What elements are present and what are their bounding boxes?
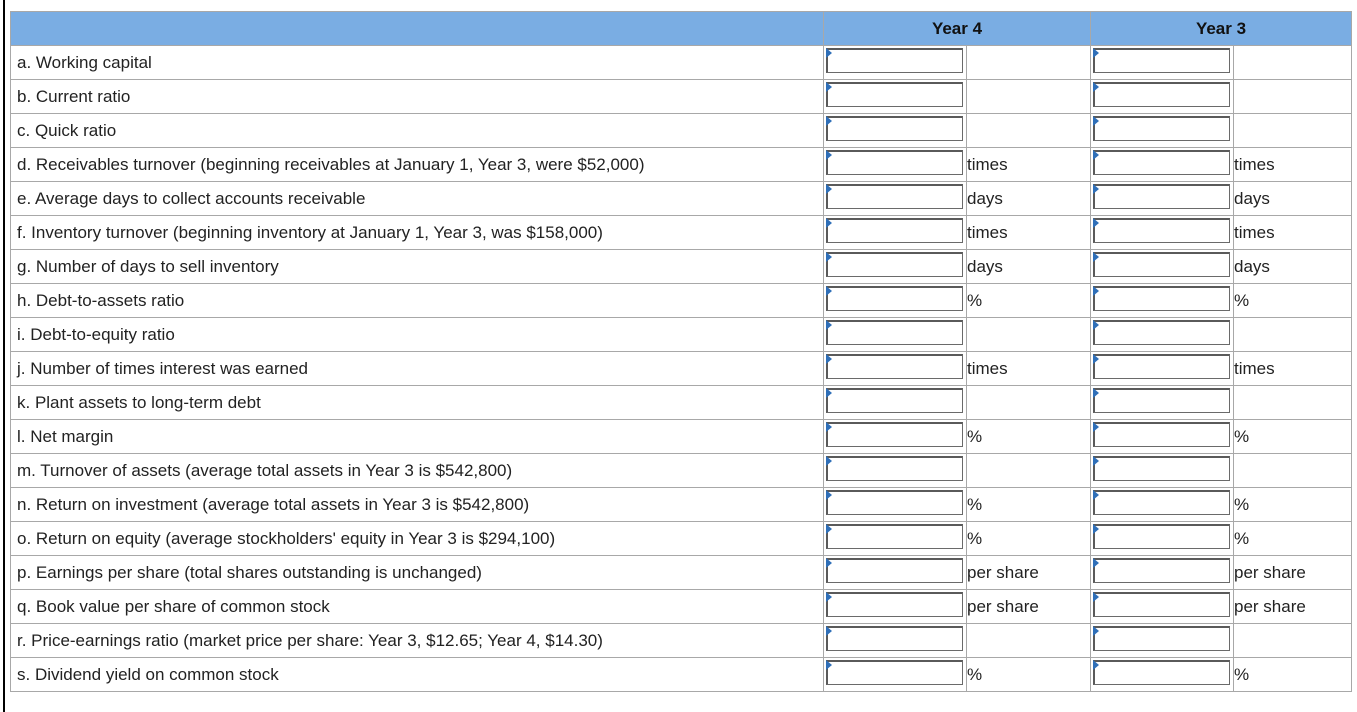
table-row — [11, 318, 1352, 352]
year4-answer-input[interactable] — [826, 320, 963, 345]
year3-answer-input[interactable] — [1093, 320, 1230, 345]
year4-input-cell — [824, 590, 967, 624]
row-label: r. Price-earnings ratio (market price per share: Year 3, $12.65; Year 4, $14.30) — [11, 624, 824, 658]
input-flag-icon — [826, 422, 832, 432]
input-flag-icon — [826, 456, 832, 466]
table-row — [11, 420, 1352, 454]
year3-answer-input[interactable] — [1093, 592, 1230, 617]
year4-unit: per share — [967, 590, 1091, 624]
year3-answer-input[interactable] — [1093, 456, 1230, 481]
year3-input-cell — [1091, 624, 1234, 658]
table-row — [11, 590, 1352, 624]
year4-answer-input[interactable] — [826, 184, 963, 209]
table-row — [11, 80, 1352, 114]
input-flag-icon — [826, 150, 832, 160]
year3-unit — [1234, 80, 1352, 114]
row-label: g. Number of days to sell inventory — [11, 250, 824, 284]
year4-input-cell — [824, 658, 967, 692]
year3-answer-input[interactable] — [1093, 116, 1230, 141]
table-row — [11, 148, 1352, 182]
input-flag-icon — [1093, 82, 1099, 92]
year4-input-cell — [824, 216, 967, 250]
row-label: j. Number of times interest was earned — [11, 352, 824, 386]
input-flag-icon — [826, 660, 832, 670]
year3-input-cell — [1091, 80, 1234, 114]
year4-unit — [967, 386, 1091, 420]
year4-unit: times — [967, 216, 1091, 250]
year4-answer-input[interactable] — [826, 558, 963, 583]
year3-input-cell — [1091, 454, 1234, 488]
year4-unit: days — [967, 250, 1091, 284]
year3-input-cell — [1091, 352, 1234, 386]
table-row — [11, 352, 1352, 386]
input-flag-icon — [826, 592, 832, 602]
year4-answer-input[interactable] — [826, 354, 963, 379]
year3-answer-input[interactable] — [1093, 626, 1230, 651]
header-blank — [11, 12, 824, 46]
input-flag-icon — [1093, 286, 1099, 296]
year4-unit: % — [967, 522, 1091, 556]
year4-answer-input[interactable] — [826, 48, 963, 73]
input-flag-icon — [1093, 48, 1099, 58]
year4-answer-input[interactable] — [826, 592, 963, 617]
row-label: k. Plant assets to long-term debt — [11, 386, 824, 420]
table-row — [11, 284, 1352, 318]
row-label: o. Return on equity (average stockholders' equity in Year 3 is $294,100) — [11, 522, 824, 556]
year4-answer-input[interactable] — [826, 252, 963, 277]
input-flag-icon — [1093, 320, 1099, 330]
year4-input-cell — [824, 318, 967, 352]
input-flag-icon — [1093, 558, 1099, 568]
year4-input-cell — [824, 250, 967, 284]
table-row — [11, 114, 1352, 148]
input-flag-icon — [1093, 388, 1099, 398]
year4-input-cell — [824, 284, 967, 318]
input-flag-icon — [1093, 116, 1099, 126]
input-flag-icon — [1093, 218, 1099, 228]
year4-unit: % — [967, 488, 1091, 522]
row-label: h. Debt-to-assets ratio — [11, 284, 824, 318]
year4-unit — [967, 80, 1091, 114]
year3-unit — [1234, 318, 1352, 352]
year4-unit — [967, 624, 1091, 658]
input-flag-icon — [1093, 626, 1099, 636]
input-flag-icon — [826, 252, 832, 262]
input-flag-icon — [826, 524, 832, 534]
left-edge-rule — [3, 0, 5, 712]
input-flag-icon — [1093, 490, 1099, 500]
year4-input-cell — [824, 148, 967, 182]
year4-answer-input[interactable] — [826, 286, 963, 311]
input-flag-icon — [826, 354, 832, 364]
year3-answer-input[interactable] — [1093, 558, 1230, 583]
year4-input-cell — [824, 522, 967, 556]
row-label: e. Average days to collect accounts receivable — [11, 182, 824, 216]
header-year-3: Year 3 — [1091, 12, 1352, 46]
table-row — [11, 522, 1352, 556]
year4-unit — [967, 46, 1091, 80]
table-row — [11, 386, 1352, 420]
year3-answer-input[interactable] — [1093, 82, 1230, 107]
year3-answer-input[interactable] — [1093, 286, 1230, 311]
year3-input-cell — [1091, 114, 1234, 148]
year3-input-cell — [1091, 556, 1234, 590]
table-row — [11, 488, 1352, 522]
table-row — [11, 216, 1352, 250]
input-flag-icon — [826, 388, 832, 398]
year3-unit: per share — [1234, 590, 1352, 624]
year4-answer-input[interactable] — [826, 660, 963, 685]
header-row — [11, 12, 1352, 46]
year3-unit — [1234, 454, 1352, 488]
year3-unit: times — [1234, 352, 1352, 386]
year3-answer-input[interactable] — [1093, 490, 1230, 515]
year3-input-cell — [1091, 590, 1234, 624]
year3-unit: per share — [1234, 556, 1352, 590]
row-label: s. Dividend yield on common stock — [11, 658, 824, 692]
year4-input-cell — [824, 352, 967, 386]
year3-input-cell — [1091, 318, 1234, 352]
table-row — [11, 624, 1352, 658]
year4-unit — [967, 114, 1091, 148]
input-flag-icon — [826, 218, 832, 228]
year3-answer-input[interactable] — [1093, 150, 1230, 175]
input-flag-icon — [826, 626, 832, 636]
year3-unit — [1234, 114, 1352, 148]
table-row — [11, 250, 1352, 284]
year4-answer-input[interactable] — [826, 456, 963, 481]
row-label: l. Net margin — [11, 420, 824, 454]
header-year-4: Year 4 — [824, 12, 1091, 46]
year4-answer-input[interactable] — [826, 524, 963, 549]
year3-answer-input[interactable] — [1093, 422, 1230, 447]
year3-answer-input[interactable] — [1093, 660, 1230, 685]
year3-input-cell — [1091, 658, 1234, 692]
year3-unit: times — [1234, 216, 1352, 250]
year3-input-cell — [1091, 386, 1234, 420]
year3-unit: % — [1234, 488, 1352, 522]
input-flag-icon — [1093, 456, 1099, 466]
input-flag-icon — [826, 558, 832, 568]
year4-answer-input[interactable] — [826, 150, 963, 175]
year3-input-cell — [1091, 522, 1234, 556]
year4-input-cell — [824, 454, 967, 488]
year4-unit: % — [967, 420, 1091, 454]
input-flag-icon — [1093, 592, 1099, 602]
year4-answer-input[interactable] — [826, 490, 963, 515]
input-flag-icon — [826, 320, 832, 330]
table-row — [11, 658, 1352, 692]
year3-input-cell — [1091, 216, 1234, 250]
year3-unit: % — [1234, 420, 1352, 454]
year4-input-cell — [824, 46, 967, 80]
year3-unit — [1234, 46, 1352, 80]
year3-unit: days — [1234, 250, 1352, 284]
year4-unit: % — [967, 284, 1091, 318]
year3-unit: days — [1234, 182, 1352, 216]
table-row — [11, 46, 1352, 80]
year4-answer-input[interactable] — [826, 626, 963, 651]
year4-input-cell — [824, 556, 967, 590]
row-label: b. Current ratio — [11, 80, 824, 114]
input-flag-icon — [826, 286, 832, 296]
input-flag-icon — [826, 48, 832, 58]
row-label: p. Earnings per share (total shares outstanding is unchanged) — [11, 556, 824, 590]
year4-input-cell — [824, 488, 967, 522]
row-label: n. Return on investment (average total assets in Year 3 is $542,800) — [11, 488, 824, 522]
year4-input-cell — [824, 420, 967, 454]
year4-answer-input[interactable] — [826, 116, 963, 141]
input-flag-icon — [1093, 422, 1099, 432]
year4-answer-input[interactable] — [826, 422, 963, 447]
input-flag-icon — [826, 82, 832, 92]
table-row — [11, 454, 1352, 488]
year3-unit: % — [1234, 522, 1352, 556]
year3-answer-input[interactable] — [1093, 184, 1230, 209]
year3-answer-input[interactable] — [1093, 252, 1230, 277]
year3-input-cell — [1091, 182, 1234, 216]
year3-answer-input[interactable] — [1093, 524, 1230, 549]
year4-input-cell — [824, 114, 967, 148]
row-label: q. Book value per share of common stock — [11, 590, 824, 624]
year3-input-cell — [1091, 46, 1234, 80]
row-label: m. Turnover of assets (average total assets in Year 3 is $542,800) — [11, 454, 824, 488]
year3-answer-input[interactable] — [1093, 48, 1230, 73]
table-row — [11, 556, 1352, 590]
row-label: d. Receivables turnover (beginning receivables at January 1, Year 3, were $52,000) — [11, 148, 824, 182]
year3-input-cell — [1091, 420, 1234, 454]
table-row — [11, 182, 1352, 216]
row-label: i. Debt-to-equity ratio — [11, 318, 824, 352]
row-label: f. Inventory turnover (beginning inventory at January 1, Year 3, was $158,000) — [11, 216, 824, 250]
input-flag-icon — [1093, 524, 1099, 534]
year4-answer-input[interactable] — [826, 82, 963, 107]
input-flag-icon — [826, 490, 832, 500]
year3-answer-input[interactable] — [1093, 218, 1230, 243]
row-label: a. Working capital — [11, 46, 824, 80]
year3-unit — [1234, 624, 1352, 658]
year4-unit: % — [967, 658, 1091, 692]
year3-answer-input[interactable] — [1093, 388, 1230, 413]
year3-unit: % — [1234, 284, 1352, 318]
year3-input-cell — [1091, 488, 1234, 522]
input-flag-icon — [1093, 184, 1099, 194]
row-label: c. Quick ratio — [11, 114, 824, 148]
input-flag-icon — [826, 116, 832, 126]
ratio-table — [10, 11, 1352, 692]
year3-input-cell — [1091, 148, 1234, 182]
input-flag-icon — [1093, 354, 1099, 364]
year4-unit: times — [967, 352, 1091, 386]
input-flag-icon — [1093, 660, 1099, 670]
year4-unit: days — [967, 182, 1091, 216]
year3-unit: times — [1234, 148, 1352, 182]
year4-input-cell — [824, 80, 967, 114]
year3-unit — [1234, 386, 1352, 420]
year4-input-cell — [824, 624, 967, 658]
year4-unit — [967, 454, 1091, 488]
year4-input-cell — [824, 182, 967, 216]
input-flag-icon — [1093, 252, 1099, 262]
year3-answer-input[interactable] — [1093, 354, 1230, 379]
year3-unit: % — [1234, 658, 1352, 692]
year3-input-cell — [1091, 250, 1234, 284]
input-flag-icon — [826, 184, 832, 194]
year4-unit: times — [967, 148, 1091, 182]
year4-unit — [967, 318, 1091, 352]
year4-answer-input[interactable] — [826, 218, 963, 243]
year3-input-cell — [1091, 284, 1234, 318]
input-flag-icon — [1093, 150, 1099, 160]
year4-unit: per share — [967, 556, 1091, 590]
year4-answer-input[interactable] — [826, 388, 963, 413]
year4-input-cell — [824, 386, 967, 420]
